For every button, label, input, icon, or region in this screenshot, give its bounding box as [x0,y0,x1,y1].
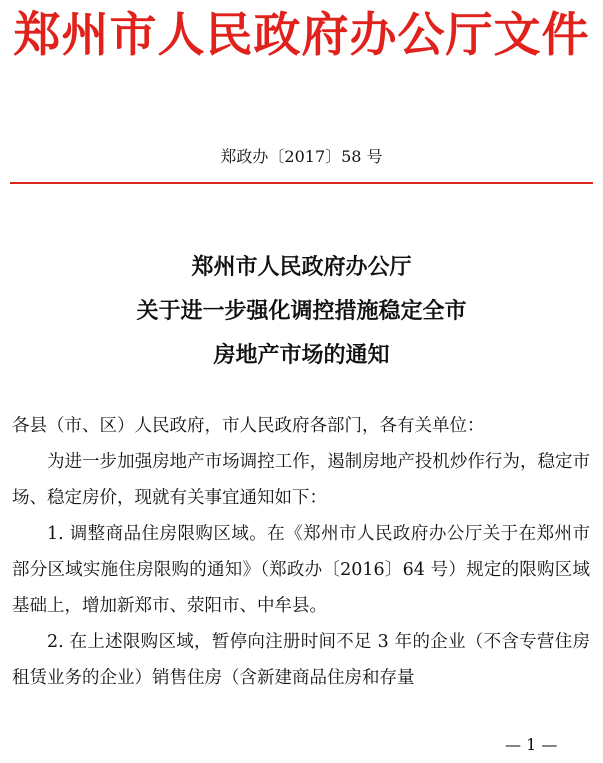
body-paragraph-intro: 为进一步加强房地产市场调控工作，遏制房地产投机炒作行为，稳定市场、稳定房价，现就有关事宜通知如下： [12,452,590,508]
title-line-2: 关于进一步强化调控措施稳定全市 [136,298,467,324]
body-paragraph-item-2: 2. 在上述限购区域，暂停向注册时间不足 3 年的企业（不含专营住房租赁业务的企业）销售住房（含新建商品住房和存量 [12,632,590,688]
document-number: 郑政办〔2017〕58 号 [220,147,383,166]
red-divider-rule [10,182,593,184]
notice-title [0,245,603,377]
title-line-1: 郑州市人民政府办公厅 [191,254,412,280]
masthead-title: 郑州市人民政府办公厅文件 [13,8,590,63]
salutation: 各县（市、区）人民政府，市人民政府各部门，各有关单位： [12,416,485,436]
body-paragraph-item-1: 1. 调整商品住房限购区域。在《郑州市人民政府办公厅关于在郑州市部分区域实施住房限购的通知》（郑政办〔2016〕64 号）规定的限购区域基础上，增加新郑市、荥阳市、中牟县。 [12,524,590,616]
page-number: — 1 — [505,735,558,754]
title-line-3: 房地产市场的通知 [213,342,390,368]
document-body [12,408,590,696]
